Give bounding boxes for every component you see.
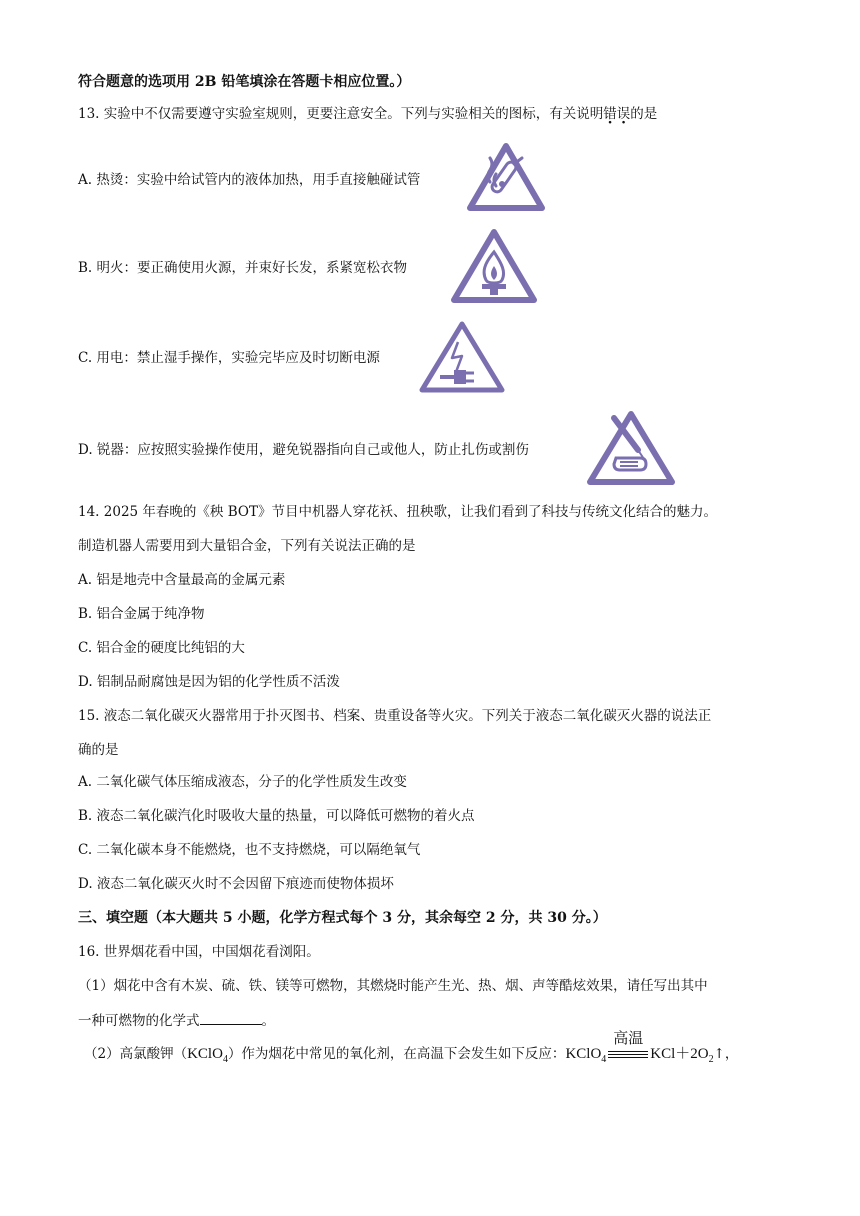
q15-option-d[interactable]: D. 液态二氧化碳灭火时不会因留下痕迹而使物体损坏 <box>78 876 394 892</box>
q13-option-d[interactable]: D. 锐器：应按照实验操作使用，避免锐器指向自己或他人，防止扎伤或割伤 <box>78 442 529 458</box>
reaction-condition <box>608 1028 648 1065</box>
electric-plug-icon <box>418 320 506 396</box>
q14-stem-line1: 14. 2025 年春晚的《秧 BOT》节目中机器人穿花袄、扭秧歌，让我们看到了科技与传统文化结合的魅力。 <box>78 504 717 520</box>
q16-part2-mid: ）作为烟花中常见的氧化剂，在高温下会发生如下反应： <box>227 1046 566 1062</box>
q16-part1-end: 。 <box>261 1013 275 1029</box>
condition-label: 高温 <box>613 1028 644 1047</box>
answer-blank[interactable] <box>200 1010 262 1025</box>
q13-stem <box>78 104 657 124</box>
q13-option-c[interactable]: C. 用电：禁止湿手操作，实验完毕应及时切断电源 <box>78 350 380 366</box>
q14-option-a[interactable]: A. 铝是地壳中含量最高的金属元素 <box>78 572 286 588</box>
q13-stem-suffix: 的是 <box>630 106 658 122</box>
q13-emphasis-1: 错 <box>603 106 617 122</box>
section-instruction: 符合题意的选项用 2B 铅笔填涂在答题卡相应位置。） <box>78 74 411 90</box>
sharp-object-icon <box>586 410 676 488</box>
equation-product: $KCl+2O_2$ <box>650 1046 714 1065</box>
q15-option-b[interactable]: B. 液态二氧化碳汽化时吸收大量的热量，可以降低可燃物的着火点 <box>78 808 475 824</box>
q14-option-d[interactable]: D. 铝制品耐腐蚀是因为铝的化学性质不活泼 <box>78 674 340 690</box>
open-flame-icon <box>450 228 538 306</box>
q16-stem: 16. 世界烟花看中国，中国烟花看浏阳。 <box>78 944 320 960</box>
q16-part1-text: 一种可燃物的化学式 <box>78 1013 200 1029</box>
gas-arrow: ↑， <box>713 1046 739 1062</box>
q13-option-b[interactable]: B. 明火：要正确使用火源，并束好长发，系紧宽松衣物 <box>78 260 408 276</box>
q14-stem-line2: 制造机器人需要用到大量铝合金，下列有关说法正确的是 <box>78 538 416 554</box>
q14-option-c[interactable]: C. 铝合金的硬度比纯铝的大 <box>78 640 245 656</box>
q15-stem-line2: 确的是 <box>78 742 119 758</box>
q16-part2-line <box>84 1028 739 1065</box>
section-heading: 三、填空题（本大题共 5 小题，化学方程式每个 3 分，其余每空 2 分，共 30 分。） <box>78 910 607 926</box>
q15-option-a[interactable]: A. 二氧化碳气体压缩成液态，分子的化学性质发生改变 <box>78 774 407 790</box>
q16-part1-line1: （1）烟花中含有木炭、硫、铁、镁等可燃物，其燃烧时能产生光、热、烟、声等酷炫效果，请任写出其中 <box>78 978 708 994</box>
q15-option-c[interactable]: C. 二氧化碳本身不能燃烧，也不支持燃烧，可以隔绝氧气 <box>78 842 421 858</box>
q16-part1-line2 <box>78 1010 275 1031</box>
q13-emphasis-2: 误 <box>616 106 631 122</box>
q14-option-b[interactable]: B. 铝合金属于纯净物 <box>78 606 205 622</box>
q13-stem-prefix: 13. 实验中不仅需要遵守实验室规则，更要注意安全。下列与实验相关的图标，有关说明 <box>78 106 604 122</box>
equation-reactant: KClO$_4$ <box>565 1046 607 1065</box>
q16-part2-prefix: （2）高氯酸钾（ <box>84 1046 188 1062</box>
q13-option-a[interactable]: A. 热烫：实验中给试管内的液体加热，用手直接触碰试管 <box>78 172 421 188</box>
q15-stem-line1: 15. 液态二氧化碳灭火器常用于扑灭图书、档案、贵重设备等火灾。下列关于液态二氧化碳灭火器的说法正 <box>78 708 712 724</box>
chem-formula-kclo4: KClO$_4$ <box>187 1046 228 1065</box>
hot-surface-icon <box>466 142 546 214</box>
